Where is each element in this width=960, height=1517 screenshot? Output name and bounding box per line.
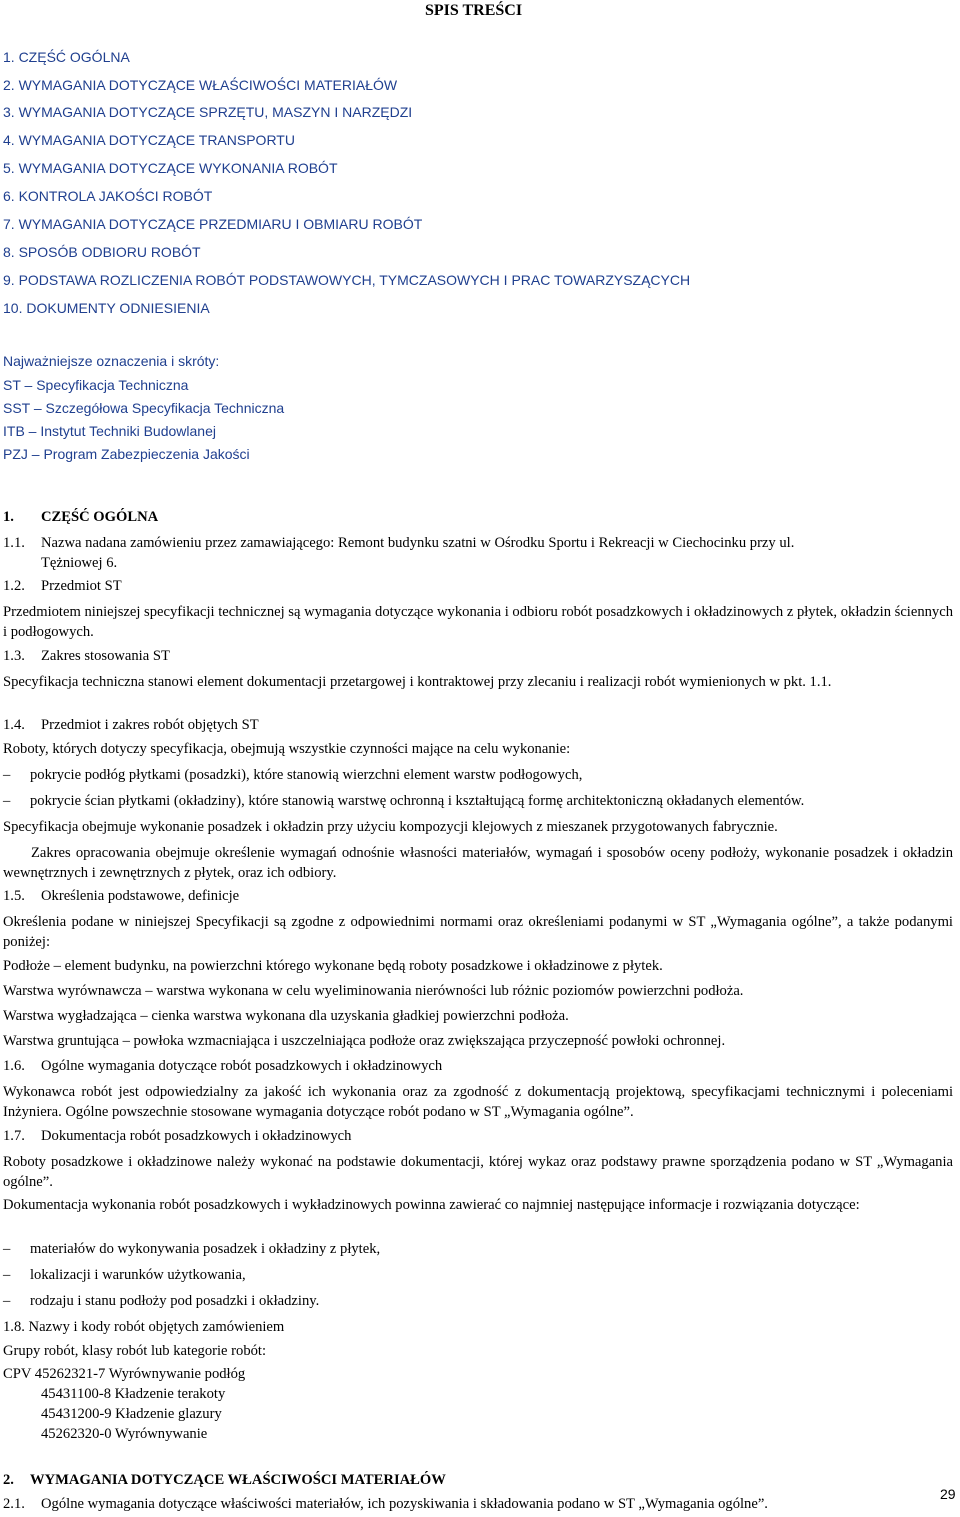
paragraph: Przedmiotem niniejszej specyfikacji technicznej są wymagania dotyczące wykonania i odbioru robót posadzkowych i okładzinowych z płytek, okładzin ściennych i podłogowych. [3, 604, 953, 640]
subsection-text: Nazwa nadana zamówieniu przez zamawiającego: Remont budynku szatni w Ośrodku Sportu i Rekreacji w Ciechocinku przy ul. [41, 535, 795, 551]
toc-item: 5. WYMAGANIA DOTYCZĄCE WYKONANIA ROBÓT [3, 160, 338, 176]
paragraph: Grupy robót, klasy robót lub kategorie robót: [3, 1343, 267, 1359]
cpv-code: CPV 45262321-7 Wyrównywanie podłóg [3, 1366, 246, 1382]
definition: Warstwa wygładzająca – cienka warstwa wykonana dla uzyskania gładkiej powierzchni podłoża. [3, 1008, 569, 1024]
dash-bullet: – [3, 793, 11, 809]
subsection-title: Przedmiot i zakres robót objętych ST [41, 717, 259, 733]
list-item [3, 793, 804, 810]
list-item [3, 1293, 319, 1310]
list-item-text: pokrycie ścian płytkami (okładziny), które stanowią warstwę ochronną i kształtującą formę architektoniczną okładanych elementów. [30, 793, 805, 809]
section-title: CZĘŚĆ OGÓLNA [41, 509, 159, 525]
subsection-number: 2.1. [3, 1496, 25, 1512]
paragraph: Specyfikacja obejmuje wykonanie posadzek i okładzin przy użyciu kompozycji klejowych z mieszanek przygotowanych fabrycznie. [3, 819, 778, 835]
subsection-number: 1.6. [3, 1058, 25, 1074]
dash-bullet: – [3, 1241, 11, 1257]
list-item [3, 767, 582, 784]
dash-bullet: – [3, 1293, 11, 1309]
subsection-title: Określenia podstawowe, definicje [41, 888, 240, 904]
list-item-text: lokalizacji i warunków użytkowania, [30, 1267, 246, 1283]
subsection-1-5-heading [3, 888, 239, 905]
toc-item: 6. KONTROLA JAKOŚCI ROBÓT [3, 188, 213, 204]
abbreviations-heading: Najważniejsze oznaczenia i skróty: [3, 353, 220, 369]
subsection-title: Ogólne wymagania dotyczące robót posadzkowych i okładzinowych [41, 1058, 443, 1074]
section-2-heading [3, 1472, 446, 1489]
toc-item: 4. WYMAGANIA DOTYCZĄCE TRANSPORTU [3, 132, 295, 148]
toc-item: 1. CZĘŚĆ OGÓLNA [3, 49, 130, 65]
subsection-number: 1.4. [3, 717, 25, 733]
toc-item: 8. SPOSÓB ODBIORU ROBÓT [3, 244, 201, 260]
subsection-1-8-heading: 1.8. Nazwy i kody robót objętych zamówieniem [3, 1319, 285, 1335]
cpv-code: 45431200-9 Kładzenie glazury [41, 1406, 222, 1422]
subsection-1-3-heading [3, 648, 170, 665]
list-item [3, 1267, 246, 1284]
list-item-text: materiałów do wykonywania posadzek i okładziny z płytek, [30, 1241, 381, 1257]
cpv-code: 45431100-8 Kładzenie terakoty [41, 1386, 226, 1402]
subsection-1-4-heading [3, 717, 259, 734]
abbreviation-item: ITB – Instytut Techniki Budowlanej [3, 423, 216, 439]
toc-item: 7. WYMAGANIA DOTYCZĄCE PRZEDMIARU I OBMIARU ROBÓT [3, 216, 423, 232]
paragraph: Określenia podane w niniejszej Specyfikacji są zgodne z odpowiednimi normami oraz określeniami podanymi w ST „Wymagania ogólne”, a także podanymi poniżej: [3, 914, 953, 950]
section-number: 2. [3, 1472, 14, 1488]
subsection-title: Zakres stosowania ST [41, 648, 170, 664]
paragraph: Zakres opracowania obejmuje określenie wymagań odnośnie własności materiałów, wymagań i sposobów oceny podłoży, wykonanie posadzek i okładzin wewnętrznych i zewnętrznych z płytek, oraz ich odbiory. [3, 845, 953, 881]
subsection-number: 1.1. [3, 535, 25, 551]
paragraph: Wykonawca robót jest odpowiedzialny za jakość ich wykonania oraz za zgodność z dokumentacją projektową, specyfikacjami technicznymi i poleceniami Inżyniera. Ogólne powszechnie stosowane wymagania dotyczące robót podano w ST „Wymagania ogólne”. [3, 1084, 953, 1120]
subsection-number: 1.7. [3, 1128, 25, 1144]
subsection-number: 1.2. [3, 578, 25, 594]
cpv-code: 45262320-0 Wyrównywanie [41, 1426, 208, 1442]
toc-item: 3. WYMAGANIA DOTYCZĄCE SPRZĘTU, MASZYN I NARZĘDZI [3, 104, 413, 120]
paragraph: Roboty posadzkowe i okładzinowe należy wykonać na podstawie dokumentacji, której wykaz oraz podstawy prawne sporządzenia podano w ST „Wymagania ogólne”. [3, 1154, 953, 1190]
definition: Warstwa wyrównawcza – warstwa wykonana w celu wyeliminowania nierówności lub różnic poziomów powierzchni podłoża. [3, 983, 744, 999]
subsection-text: Ogólne wymagania dotyczące właściwości materiałów, ich pozyskiwania i składowania podano w ST „Wymagania ogólne”. [41, 1496, 768, 1512]
subsection-title: Dokumentacja robót posadzkowych i okładzinowych [41, 1128, 352, 1144]
paragraph: Roboty, których dotyczy specyfikacja, obejmują wszystkie czynności mające na celu wykonanie: [3, 741, 571, 757]
section-title: WYMAGANIA DOTYCZĄCE WŁAŚCIWOŚCI MATERIAŁÓW [30, 1472, 446, 1488]
page-number: 29 [940, 1486, 956, 1502]
list-item-text: pokrycie podłóg płytkami (posadzki), które stanowią wierzchni element warstw podłogowych, [30, 767, 583, 783]
toc-title: SPIS TREŚCI [425, 2, 523, 19]
abbreviation-item: SST – Szczegółowa Specyfikacja Techniczna [3, 400, 285, 416]
paragraph: Dokumentacja wykonania robót posadzkowych i wykładzinowych powinna zawierać co najmniej następujące informacje i rozwiązania dotyczące: [3, 1197, 860, 1213]
subsection-text-continued: Tężniowej 6. [41, 555, 118, 571]
subsection-1-2-heading [3, 578, 122, 595]
subsection-title: Przedmiot ST [41, 578, 122, 594]
subsection-number: 1.5. [3, 888, 25, 904]
toc-item: 9. PODSTAWA ROZLICZENIA ROBÓT PODSTAWOWYCH, TYMCZASOWYCH I PRAC TOWARZYSZĄCYCH [3, 272, 691, 288]
dash-bullet: – [3, 1267, 11, 1283]
subsection-2-1 [3, 1496, 768, 1513]
paragraph: Specyfikacja techniczna stanowi element dokumentacji przetargowej i kontraktowej przy zlecaniu i realizacji robót wymienionych w pkt. 1.1. [3, 674, 832, 690]
abbreviation-item: PZJ – Program Zabezpieczenia Jakości [3, 446, 250, 462]
section-1-heading [3, 509, 158, 526]
definition: Podłoże – element budynku, na powierzchni którego wykonane będą roboty posadzkowe i okładzinowe z płytek. [3, 958, 663, 974]
toc-item: 10. DOKUMENTY ODNIESIENIA [3, 300, 210, 316]
dash-bullet: – [3, 767, 11, 783]
list-item-text: rodzaju i stanu podłoży pod posadzki i okładziny. [30, 1293, 320, 1309]
subsection-1-7-heading [3, 1128, 351, 1145]
subsection-1-6-heading [3, 1058, 442, 1075]
subsection-1-1 [3, 535, 794, 552]
toc-item: 2. WYMAGANIA DOTYCZĄCE WŁAŚCIWOŚCI MATERIAŁÓW [3, 77, 398, 93]
list-item [3, 1241, 380, 1258]
subsection-number: 1.3. [3, 648, 25, 664]
definition: Warstwa gruntująca – powłoka wzmacniająca i uszczelniająca podłoże oraz zwiększająca przyczepność powłoki ochronnej. [3, 1033, 726, 1049]
section-number: 1. [3, 509, 14, 525]
abbreviation-item: ST – Specyfikacja Techniczna [3, 377, 189, 393]
